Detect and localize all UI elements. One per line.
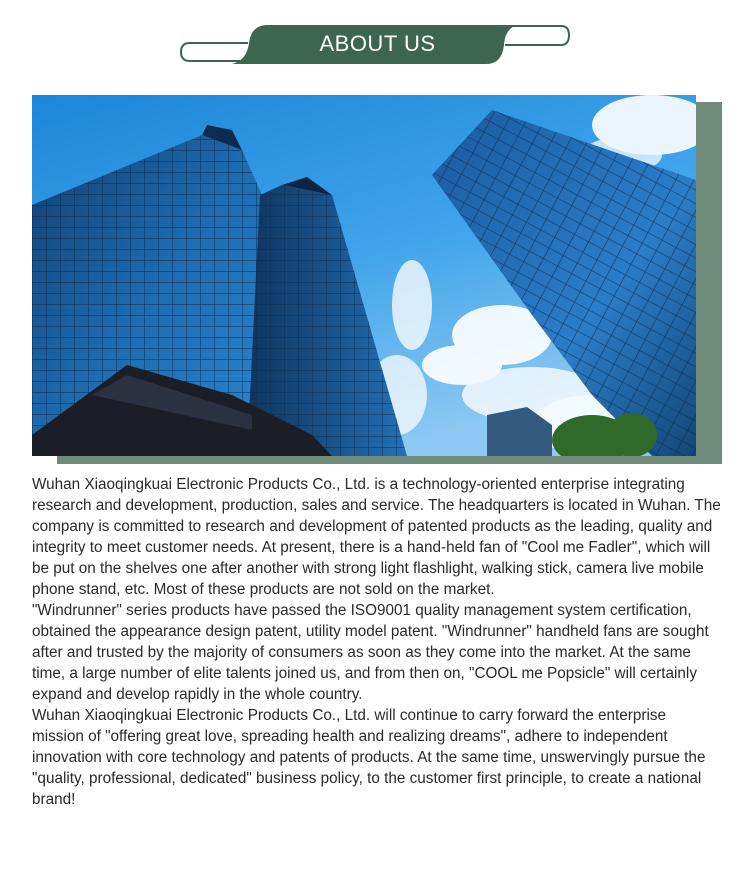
hero-photo [32,95,696,456]
section-title: ABOUT US [319,31,436,56]
skyscrapers-illustration [32,95,696,456]
about-paragraph: Wuhan Xiaoqingkuai Electronic Products Co., Ltd. will continue to carry forward the enterprise mission of "offering great love, spreading health and realizing dreams", adhere to independent innovation with core technology and patents of products. At the same time, unswervingly pursue the "quality, professional, dedicated" business policy, to the customer first principle, to create a national brand! [32,707,706,808]
section-header [0,0,750,80]
about-paragraph: Wuhan Xiaoqingkuai Electronic Products Co., Ltd. is a technology-oriented enterprise integrating research and development, production, sales and service. The headquarters is located in Wuhan. The company is committed to research and development of patented products as the leading, quality and integrity to meet customer needs. At present, there is a hand-held fan of "Cool me Fadler", which will be put on the shelves one after another with strong light flashlight, walking stick, camera live mobile phone stand, etc. Most of these products are not sold on the market. [32,476,721,598]
about-text [32,474,722,810]
header-right-bracket [505,26,569,45]
header-left-bracket [181,43,248,61]
about-paragraph: "Windrunner" series products have passed the ISO9001 quality management system certification, obtained the appearance design patent, utility model patent. "Windrunner" handheld fans are sought after and trusted by the majority of consumers as soon as they come into the market. At the same time, a large number of elite talents joined us, and from then on, "COOL me Popsicle" will certainly expand and develop rapidly in the whole country. [32,602,709,703]
